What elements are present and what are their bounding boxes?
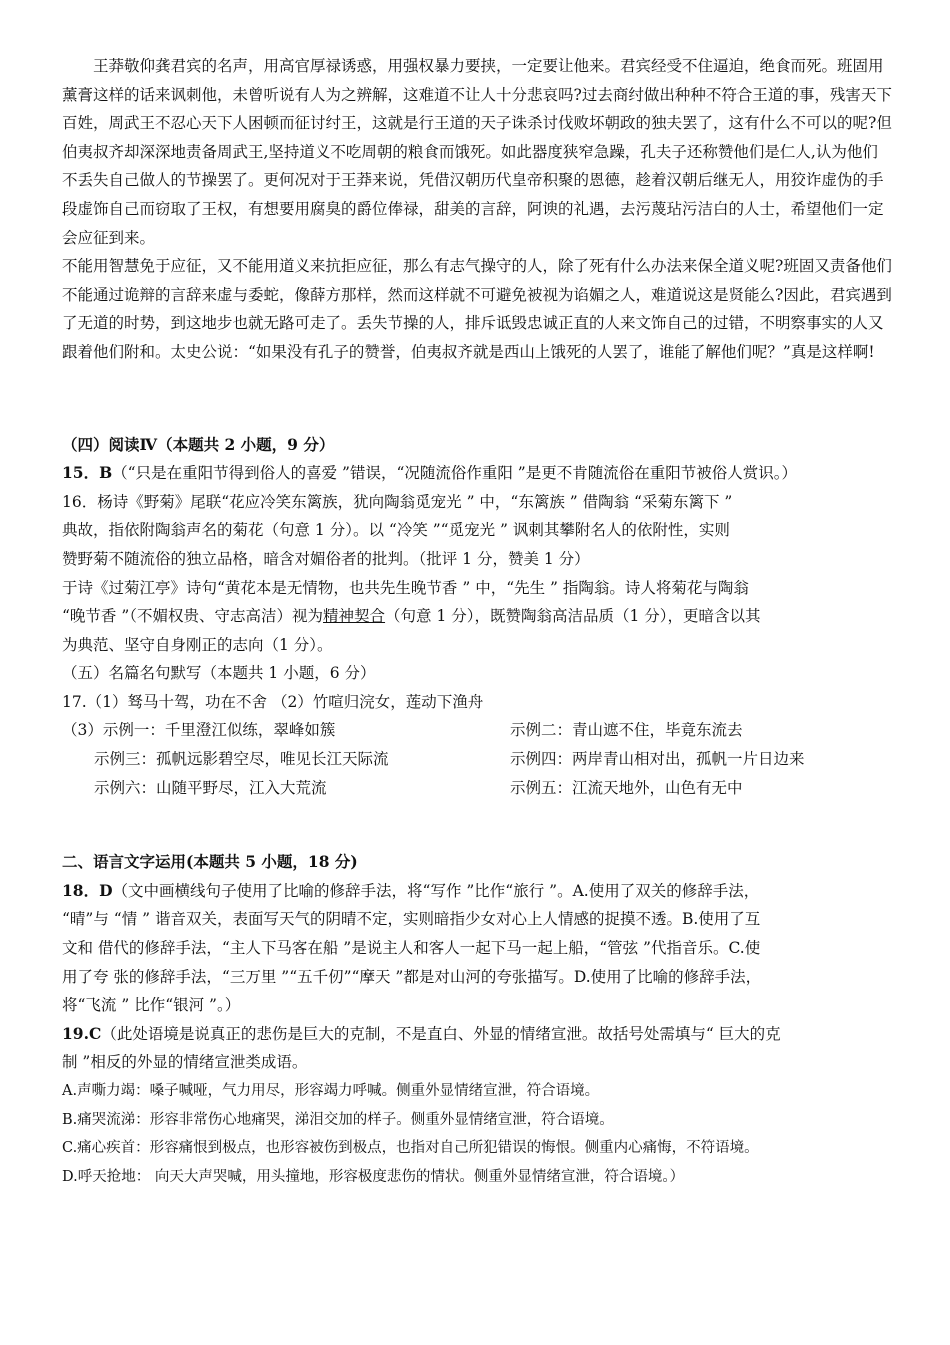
question-16-line-5 [62, 602, 892, 631]
examples-row-2 [62, 745, 892, 774]
option-c-explanation: C.痛心疾首：形容痛恨到极点，也形容被伤到极点，也指对自己所犯错误的悔恨。侧重内心痛悔，不符语境。 [62, 1140, 759, 1157]
question-19-number: 19.C [62, 1023, 102, 1043]
question-18-number: 18．D [62, 880, 113, 900]
translation-paragraph-1: 王莽敬仰龚君宾的名声，用高官厚禄诱惑，用强权暴力要挟，一定要让他来。君宾经受不住逼迫，绝食而死。班固用薰膏这样的话来讽刺他，未曾听说有人为之辨解，这难道不让人十分悲哀吗?过去商纣做出种种不符合王道的事，残害天下百姓，周武王不忍心天下人困顿而征讨纣王，这就是行王道的天子诛杀讨伐败坏朝政的独夫罢了，这有什么不可以的呢?但伯夷叔齐却深深地责备周武王,坚持道义不吃周朝的粮食而饿死。如此器度狭窄急躁，孔夫子还称赞他们是仁人,认为他们不丢失自己做人的节操罢了。更何况对于王莽来说，凭借汉朝历代皇帝积聚的恩德，趁着汉朝后继无人，用狡诈虚伪的手段虚饰自己而窃取了王权，有想要用腐臭的爵位俸禄，甜美的言辞，阿谀的礼遇，去污蔑玷污洁白的人士，希望他们一定会应征到来。 [62, 57, 892, 247]
question-19-text-1: （此处语境是说真正的悲伤是巨大的克制，不是直白、外显的情绪宣泄。故括号处需填与“ 巨大的克 [101, 1024, 781, 1043]
question-16-line-2: 典故，指依附陶翁声名的菊花（句意 1 分）。以 “冷笑 ”“觅宠光 ” 讽刺其攀附名人的依附性，实则 [62, 521, 730, 540]
question-16-line-4: 于诗《过菊江亭》诗句“黄花本是无情物，也共先生晚节香 ” 中，“先生 ” 指陶翁。诗人将菊花与陶翁 [62, 578, 749, 597]
question-15-answer [62, 459, 892, 488]
example-3: 示例三：孤帆远影碧空尽，唯见长江天际流 [94, 750, 389, 769]
question-19-line-2: 制 ”相反的外显的情绪宣泄类成语。 [62, 1053, 308, 1072]
question-16-line-3: 赞野菊不随流俗的独立品格，暗含对媚俗者的批判。（批评 1 分，赞美 1 分） [62, 549, 590, 568]
question-18-text-1: （文中画横线句子使用了比喻的修辞手法，将“写作 ”比作“旅行 ”。A.使用了双关的修辞手法， [112, 881, 760, 900]
option-b-explanation: B.痛哭流涕：形容非常伤心地痛哭，涕泪交加的样子。侧重外显情绪宣泄，符合语境。 [62, 1111, 614, 1128]
question-18-line-1 [62, 877, 892, 906]
examples-row-1 [62, 716, 892, 745]
example-5: 示例五：江流天地外，山色有无中 [510, 778, 743, 797]
question-15-text: （“只是在重阳节得到俗人的喜爱 ”错误，“况随流俗作重阳 ”是更不肯随流俗在重阳节被俗人赏识。） [112, 464, 797, 483]
question-18-line-5: 将“飞流 ” 比作“银河 ”。） [62, 996, 241, 1015]
option-a-explanation: A.声嘶力竭：嗓子喊哑，气力用尽，形容竭力呼喊。侧重外显情绪宣泄，符合语境。 [62, 1083, 600, 1099]
part-2-heading: 二、语言文字运用(本题共 5 小题，18 分) [62, 852, 358, 872]
question-16-line-5-end: （句意 1 分），既赞陶翁高洁品质（1 分），更暗含以其 [385, 607, 761, 626]
question-18-line-4: 用了夸 张的修辞手法，“三万里 ”“五千仞”“摩天 ”都是对山河的夸张描写。D.使用了比喻的修辞手法， [62, 967, 762, 986]
section-4-heading: （四）阅读Ⅳ（本题共 2 小题，9 分） [62, 434, 335, 454]
question-18-line-2: “晴”与 “情 ” 谐音双关，表面写天气的阴晴不定，实则暗指少女对心上人情感的捉摸不透。B.使用了互 [62, 910, 761, 929]
answer-page [62, 52, 892, 1191]
translation-paragraph-2: 不能用智慧免于应征，又不能用道义来抗拒应征，那么有志气操守的人，除了死有什么办法来保全道义呢?班固又责备他们不能通过诡辩的言辞来虚与委蛇，像薛方那样，然而这样就不可避免被视为谄媚之人，难道说这是贤能么?因此，君宾遇到了无道的时势，到这地步也就无路可走了。丢失节操的人，排斥诋毁忠诚正直的人来文饰自己的过错，不明察事实的人又跟着他们附和。太史公说：“如果没有孔子的赞誉，伯夷叔齐就是西山上饿死的人罢了，谁能了解他们呢？”真是这样啊! [62, 257, 892, 361]
example-6: 示例六：山随平野尽，江入大荒流 [94, 778, 327, 797]
example-1: （3）示例一：千里澄江似练，翠峰如簇 [62, 721, 336, 740]
question-18-line-3: 文和 借代的修辞手法，“主人下马客在船 ”是说主人和客人一起下马一起上船，“管弦 ”代指音乐。C.使 [62, 939, 761, 958]
underlined-phrase: 精神契合 [323, 607, 386, 626]
example-2: 示例二：青山遮不住，毕竟东流去 [510, 721, 743, 740]
option-d-explanation: D.呼天抢地： 向天大声哭喊，用头撞地，形容极度悲伤的情状。侧重外显情绪宣泄，符合语境。） [62, 1168, 685, 1185]
examples-row-3 [62, 774, 892, 803]
example-4: 示例四：两岸青山相对出，孤帆一片日边来 [510, 750, 805, 769]
question-19-line-1 [62, 1020, 892, 1049]
section-5-heading: （五）名篇名句默写（本题共 1 小题，6 分） [62, 664, 376, 683]
question-16-line-1: 16．杨诗《野菊》尾联“花应冷笑东篱族，犹向陶翁觅宠光 ” 中，“东篱族 ” 借陶翁 “采菊东篱下 ” [62, 492, 733, 511]
question-16-line-6: 为典范、坚守自身刚正的志向（1 分）。 [62, 635, 333, 654]
question-16-line-5-start: “晚节香 ”（不媚权贵、守志高洁）视为 [62, 607, 324, 626]
question-17-line-1: 17.（1）驽马十驾，功在不舍 （2）竹喧归浣女，莲动下渔舟 [62, 692, 484, 711]
question-15-number: 15．B [62, 463, 113, 483]
